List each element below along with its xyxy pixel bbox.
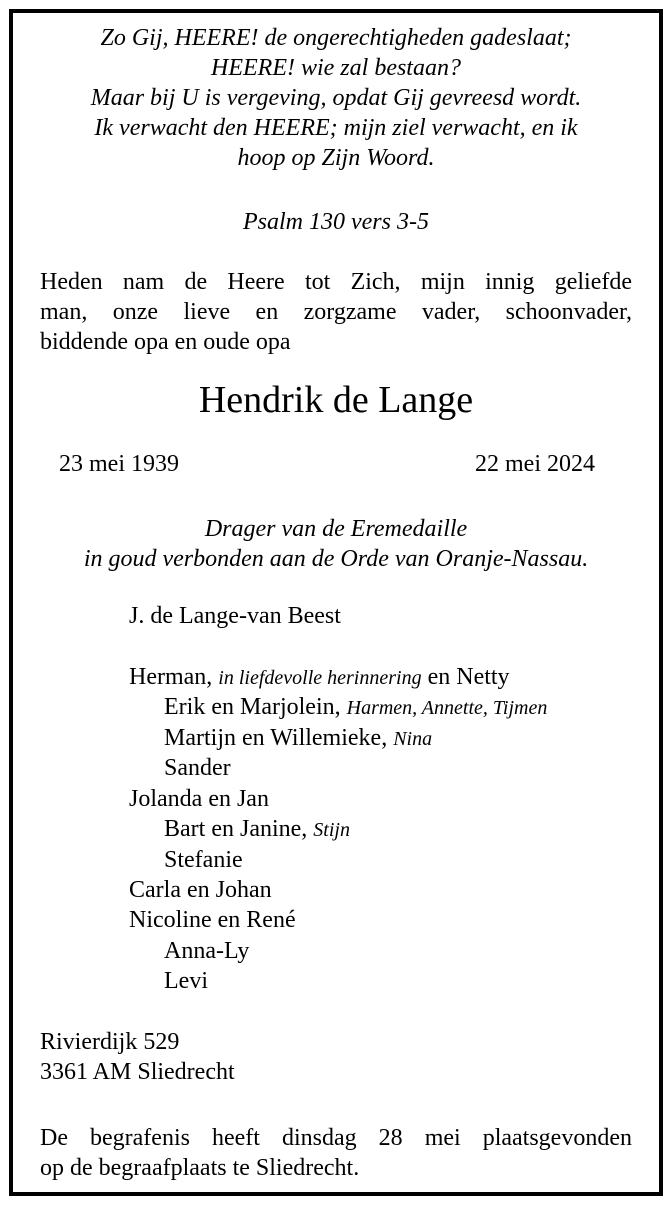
verse-line-4: Ik verwacht den HEERE; mijn ziel verwacht, en ik (94, 115, 578, 141)
family-line-main: Herman, (129, 664, 219, 690)
family-line (129, 664, 510, 691)
verse-line-1: Zo Gij, HEERE! de ongerechtigheden gadeslaat; (100, 25, 572, 51)
announcement-line-3: biddende opa en oude opa (40, 329, 291, 355)
announcement-line-1: Heden nam de Heere tot Zich, mijn innig geliefde (40, 269, 632, 295)
birth-date: 23 mei 1939 (59, 451, 179, 477)
honor-text (13, 514, 659, 574)
family-line (164, 694, 547, 721)
funeral-text (40, 1123, 632, 1183)
notice-frame (9, 9, 663, 1196)
family-line-main: Martijn en Willemieke, (164, 725, 394, 751)
family-line (164, 816, 350, 843)
family-line-italic: Nina (393, 728, 433, 750)
family-line: Nicoline en René (129, 907, 296, 933)
verse-line-2: HEERE! wie zal bestaan? (211, 55, 461, 81)
family-line: Stefanie (164, 847, 243, 873)
funeral-line-1: De begrafenis heeft dinsdag 28 mei plaatsgevonden (40, 1125, 632, 1151)
family-line-italic: Stijn (313, 819, 350, 841)
address-city: 3361 AM Sliedrecht (40, 1059, 235, 1085)
spouse-name: J. de Lange-van Beest (129, 603, 341, 629)
family-line-italic: in liefdevolle herinnering (218, 667, 422, 689)
verse-line-3: Maar bij U is vergeving, opdat Gij gevreesd wordt. (90, 85, 582, 111)
family-line-main: Bart en Janine, (164, 816, 314, 842)
address-street: Rivierdijk 529 (40, 1029, 180, 1055)
family-line: Anna-Ly (164, 938, 250, 964)
funeral-line-2: op de begraafplaats te Sliedrecht. (40, 1155, 360, 1181)
family-line: Jolanda en Jan (129, 786, 269, 812)
announcement-line-2: man, onze lieve en zorgzame vader, schoonvader, (40, 299, 632, 325)
announcement-text (40, 267, 632, 357)
family-line: Carla en Johan (129, 877, 272, 903)
honor-line-2: in goud verbonden aan de Orde van Oranje-Nassau. (83, 546, 589, 572)
family-line-italic: Harmen, Annette, Tijmen (346, 697, 548, 719)
family-line: Levi (164, 968, 208, 994)
death-date: 22 mei 2024 (475, 451, 595, 477)
verse-line-5: hoop op Zijn Woord. (237, 145, 435, 171)
bible-verse (13, 23, 659, 173)
family-line (164, 725, 432, 752)
deceased-name: Hendrik de Lange (198, 379, 474, 421)
family-line-rest: en Netty (421, 664, 510, 690)
honor-line-1: Drager van de Eremedaille (204, 516, 468, 542)
family-line-main: Erik en Marjolein, (164, 694, 347, 720)
family-line: Sander (164, 755, 231, 781)
verse-reference: Psalm 130 vers 3-5 (243, 209, 429, 235)
